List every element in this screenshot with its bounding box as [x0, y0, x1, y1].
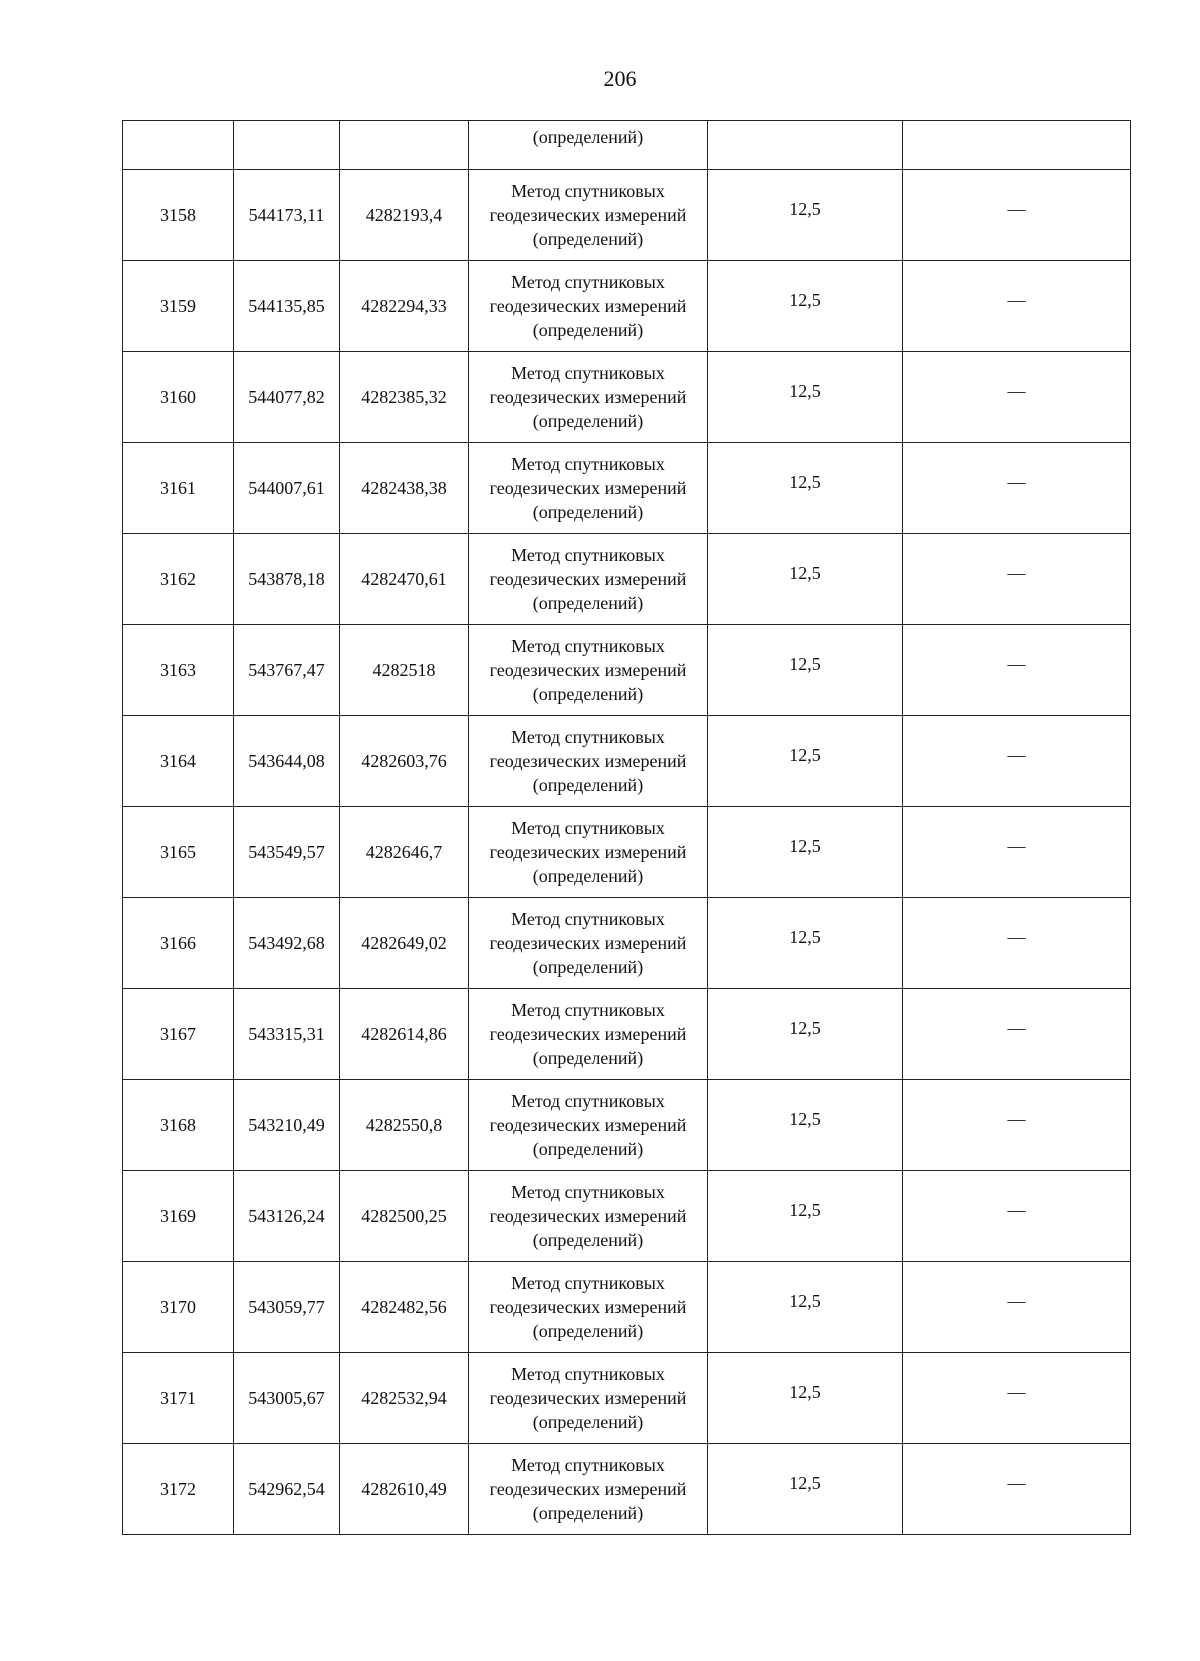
method-line-1: Метод спутниковых	[511, 545, 665, 565]
cell-x: 543878,18	[234, 534, 340, 625]
method-line-1: Метод спутниковых	[511, 727, 665, 747]
table-row	[123, 1444, 1131, 1535]
method-line-3: (определений)	[532, 229, 644, 249]
cell-point-number: 3158	[123, 170, 234, 261]
table-row	[123, 1080, 1131, 1171]
cell-x: 543644,08	[234, 716, 340, 807]
method-line-1: Метод спутниковых	[511, 1182, 665, 1202]
cell-method	[469, 1262, 708, 1353]
cell-x: 543126,24	[234, 1171, 340, 1262]
cell-point-number: 3160	[123, 352, 234, 443]
method-line-2: геодезических измерений	[489, 1206, 687, 1226]
accuracy-value: 12,5	[789, 1473, 821, 1493]
accuracy-value: 12,5	[789, 472, 821, 492]
accuracy-value: 12,5	[789, 1200, 821, 1220]
method-line-3: (определений)	[532, 684, 644, 704]
cell-point-number: 3166	[123, 898, 234, 989]
method-line-3: (определений)	[532, 1321, 644, 1341]
note-dash: —	[1007, 1109, 1026, 1129]
cell-method	[469, 352, 708, 443]
cell-point-number: 3164	[123, 716, 234, 807]
cell-note	[903, 170, 1131, 261]
cell-y: 4282482,56	[340, 1262, 469, 1353]
cell-accuracy	[708, 1171, 903, 1262]
coordinates-table	[122, 120, 1131, 1535]
method-line-1: Метод спутниковых	[511, 1000, 665, 1020]
accuracy-value: 12,5	[789, 199, 821, 219]
cell-y: 4282193,4	[340, 170, 469, 261]
cell-note	[903, 443, 1131, 534]
note-dash: —	[1007, 836, 1026, 856]
cell-point-number: 3167	[123, 989, 234, 1080]
cell-x: 544077,82	[234, 352, 340, 443]
method-line-3: (определений)	[532, 1048, 644, 1068]
method-line-1: Метод спутниковых	[511, 272, 665, 292]
method-line-1: Метод спутниковых	[511, 1273, 665, 1293]
cell-x: 543315,31	[234, 989, 340, 1080]
accuracy-value: 12,5	[789, 654, 821, 674]
table-row	[123, 1353, 1131, 1444]
cell-y: 4282518	[340, 625, 469, 716]
cell-method	[469, 625, 708, 716]
method-line-3: (определений)	[532, 320, 644, 340]
cell-note	[903, 989, 1131, 1080]
note-dash: —	[1007, 1018, 1026, 1038]
cell-x: 543005,67	[234, 1353, 340, 1444]
method-line-3: (определений)	[532, 1412, 644, 1432]
note-dash: —	[1007, 563, 1026, 583]
method-line-3: (определений)	[532, 866, 644, 886]
accuracy-value: 12,5	[789, 1291, 821, 1311]
method-line-2: геодезических измерений	[489, 933, 687, 953]
cell-point-number: 3169	[123, 1171, 234, 1262]
cell-y: 4282500,25	[340, 1171, 469, 1262]
cell-method	[469, 807, 708, 898]
accuracy-value: 12,5	[789, 1018, 821, 1038]
cell-y: 4282294,33	[340, 261, 469, 352]
method-line-3: (определений)	[532, 502, 644, 522]
cell-note	[903, 1353, 1131, 1444]
cell-method: (определений)	[469, 121, 708, 170]
method-line-2: геодезических измерений	[489, 1024, 687, 1044]
cell-point-number: 3172	[123, 1444, 234, 1535]
accuracy-value: 12,5	[789, 563, 821, 583]
cell-x: 544135,85	[234, 261, 340, 352]
cell-accuracy	[708, 534, 903, 625]
method-line-1: Метод спутниковых	[511, 1091, 665, 1111]
method-line-2: геодезических измерений	[489, 387, 687, 407]
note-dash: —	[1007, 745, 1026, 765]
cell-x: 544173,11	[234, 170, 340, 261]
cell-method	[469, 716, 708, 807]
method-line-3: (определений)	[532, 593, 644, 613]
cell-accuracy	[708, 807, 903, 898]
note-dash: —	[1007, 1473, 1026, 1493]
cell-accuracy	[708, 1444, 903, 1535]
method-line-2: геодезических измерений	[489, 751, 687, 771]
cell-method	[469, 989, 708, 1080]
cell-accuracy	[708, 625, 903, 716]
method-line-2: геодезических измерений	[489, 1115, 687, 1135]
cell-note	[903, 625, 1131, 716]
method-line-1: Метод спутниковых	[511, 1455, 665, 1475]
cell-point-number: 3171	[123, 1353, 234, 1444]
cell-method	[469, 1171, 708, 1262]
method-line-2: геодезических измерений	[489, 1388, 687, 1408]
cell-method	[469, 1444, 708, 1535]
note-dash: —	[1007, 290, 1026, 310]
cell-method	[469, 534, 708, 625]
method-line-3: (определений)	[532, 775, 644, 795]
note-dash: —	[1007, 1200, 1026, 1220]
method-line-3: (определений)	[532, 1503, 644, 1523]
method-line-2: геодезических измерений	[489, 1297, 687, 1317]
method-line-1: Метод спутниковых	[511, 1364, 665, 1384]
cell-point-number: 3159	[123, 261, 234, 352]
cell-method	[469, 443, 708, 534]
cell-y: 4282614,86	[340, 989, 469, 1080]
accuracy-value: 12,5	[789, 381, 821, 401]
method-line-1: Метод спутниковых	[511, 818, 665, 838]
note-dash: —	[1007, 654, 1026, 674]
cell-y: 4282470,61	[340, 534, 469, 625]
cell-note	[903, 121, 1131, 170]
cell-y: 4282550,8	[340, 1080, 469, 1171]
table-row	[123, 170, 1131, 261]
method-line-1: Метод спутниковых	[511, 909, 665, 929]
method-line-2: геодезических измерений	[489, 296, 687, 316]
cell-accuracy	[708, 443, 903, 534]
note-dash: —	[1007, 927, 1026, 947]
table-row	[123, 1171, 1131, 1262]
cell-accuracy	[708, 352, 903, 443]
cell-method	[469, 1353, 708, 1444]
cell-accuracy	[708, 716, 903, 807]
cell-accuracy	[708, 898, 903, 989]
cell-x: 543210,49	[234, 1080, 340, 1171]
method-line-2: геодезических измерений	[489, 842, 687, 862]
cell-note	[903, 1444, 1131, 1535]
cell-note	[903, 716, 1131, 807]
cell-x: 543549,57	[234, 807, 340, 898]
cell-x: 542962,54	[234, 1444, 340, 1535]
table-row	[123, 625, 1131, 716]
cell-accuracy	[708, 1353, 903, 1444]
cell-x	[234, 121, 340, 170]
table-row	[123, 807, 1131, 898]
cell-accuracy	[708, 1262, 903, 1353]
method-line-3: (определений)	[532, 411, 644, 431]
method-line-2: геодезических измерений	[489, 205, 687, 225]
cell-note	[903, 1262, 1131, 1353]
note-dash: —	[1007, 199, 1026, 219]
table-row	[123, 1262, 1131, 1353]
method-line-2: геодезических измерений	[489, 1479, 687, 1499]
cell-y: 4282649,02	[340, 898, 469, 989]
page-number: 206	[603, 66, 637, 91]
accuracy-value: 12,5	[789, 1109, 821, 1129]
cell-note	[903, 1171, 1131, 1262]
cell-x: 543059,77	[234, 1262, 340, 1353]
cell-y	[340, 121, 469, 170]
cell-note	[903, 807, 1131, 898]
cell-y: 4282385,32	[340, 352, 469, 443]
table-row	[123, 261, 1131, 352]
cell-accuracy	[708, 170, 903, 261]
method-line-3: (определений)	[532, 1230, 644, 1250]
accuracy-value: 12,5	[789, 836, 821, 856]
method-line-2: геодезических измерений	[489, 660, 687, 680]
cell-method	[469, 898, 708, 989]
cell-accuracy	[708, 1080, 903, 1171]
cell-y: 4282610,49	[340, 1444, 469, 1535]
table-row	[123, 898, 1131, 989]
cell-y: 4282532,94	[340, 1353, 469, 1444]
method-line-1: Метод спутниковых	[511, 454, 665, 474]
cell-note	[903, 352, 1131, 443]
cell-point-number: 3163	[123, 625, 234, 716]
cell-accuracy	[708, 261, 903, 352]
method-line-2: геодезических измерений	[489, 478, 687, 498]
cell-accuracy	[708, 989, 903, 1080]
cell-point-number: 3168	[123, 1080, 234, 1171]
method-line-1: Метод спутниковых	[511, 636, 665, 656]
cell-point-number: 3161	[123, 443, 234, 534]
continuation-row	[123, 121, 1131, 170]
cell-x: 543492,68	[234, 898, 340, 989]
cell-point-number: 3162	[123, 534, 234, 625]
cell-method	[469, 261, 708, 352]
cell-note	[903, 534, 1131, 625]
cell-note	[903, 1080, 1131, 1171]
table-row	[123, 352, 1131, 443]
method-line-1: Метод спутниковых	[511, 181, 665, 201]
note-dash: —	[1007, 1291, 1026, 1311]
cell-y: 4282438,38	[340, 443, 469, 534]
method-line-3: (определений)	[532, 1139, 644, 1159]
note-dash: —	[1007, 1382, 1026, 1402]
cell-accuracy	[708, 121, 903, 170]
cell-x: 543767,47	[234, 625, 340, 716]
table-row	[123, 443, 1131, 534]
cell-y: 4282646,7	[340, 807, 469, 898]
note-dash: —	[1007, 472, 1026, 492]
accuracy-value: 12,5	[789, 927, 821, 947]
table-row	[123, 989, 1131, 1080]
cell-note	[903, 261, 1131, 352]
cell-point-number: 3170	[123, 1262, 234, 1353]
accuracy-value: 12,5	[789, 1382, 821, 1402]
method-line-3: (определений)	[532, 957, 644, 977]
method-line-2: геодезических измерений	[489, 569, 687, 589]
cell-note	[903, 898, 1131, 989]
cell-y: 4282603,76	[340, 716, 469, 807]
cell-method	[469, 1080, 708, 1171]
cell-method	[469, 170, 708, 261]
cell-x: 544007,61	[234, 443, 340, 534]
cell-point-number: 3165	[123, 807, 234, 898]
note-dash: —	[1007, 381, 1026, 401]
table-row	[123, 716, 1131, 807]
table-row	[123, 534, 1131, 625]
accuracy-value: 12,5	[789, 745, 821, 765]
accuracy-value: 12,5	[789, 290, 821, 310]
method-line-1: Метод спутниковых	[511, 363, 665, 383]
cell-point-number	[123, 121, 234, 170]
